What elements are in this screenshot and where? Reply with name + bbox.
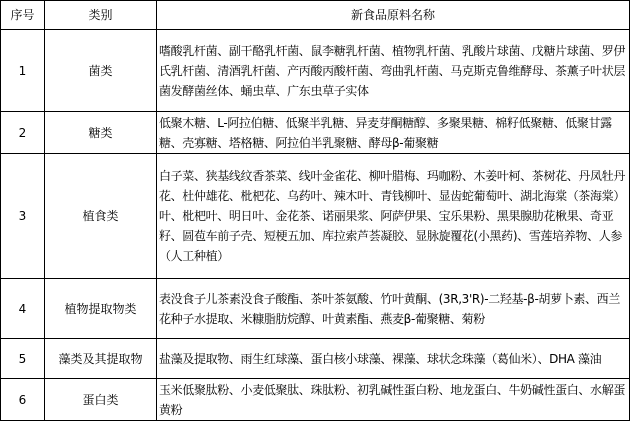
row-category: 藻类及其提取物 xyxy=(45,339,157,379)
row-index: 2 xyxy=(1,112,45,154)
row-ingredient-names: 白子菜、狭基线纹香茶菜、线叶金雀花、柳叶腊梅、玛咖粉、木姜叶柯、茶树花、丹凤牡丹花、杜仲雄花、枇杷花、乌药叶、辣木叶、青钱柳叶、显齿蛇葡萄叶、湖北海棠（茶海棠）叶、枇杷叶、明日叶、金花茶、诺丽果浆、阿萨伊果、宝乐果粉、黑果腺肋花楸果、奇亚籽、圆苞车前子壳、短梗五加、库拉索芦荟凝胶、显脉旋覆花(小黑药)、雪莲培养物、人参（人工种植） xyxy=(157,154,630,279)
row-index: 1 xyxy=(1,30,45,112)
row-ingredient-names: 盐藻及提取物、雨生红球藻、蛋白核小球藻、裸藻、球状念珠藻（葛仙米）、DHA 藻油 xyxy=(157,339,630,379)
row-index: 4 xyxy=(1,279,45,339)
header-category: 类别 xyxy=(45,1,157,30)
header-names: 新食品原料名称 xyxy=(157,1,630,30)
header-index: 序号 xyxy=(1,1,45,30)
row-category: 菌类 xyxy=(45,30,157,112)
row-index: 3 xyxy=(1,154,45,279)
table-row xyxy=(1,379,630,421)
table-row xyxy=(1,112,630,154)
row-index: 5 xyxy=(1,339,45,379)
row-ingredient-names: 嗜酸乳杆菌、副干酪乳杆菌、鼠李糖乳杆菌、植物乳杆菌、乳酸片球菌、戊糖片球菌、罗伊氏乳杆菌、清酒乳杆菌、产丙酸丙酸杆菌、弯曲乳杆菌、马克斯克鲁维酵母、茶薰子叶状层菌发酵菌丝体、蛹虫草、广东虫草子实体 xyxy=(157,30,630,112)
row-ingredient-names: 表没食子儿茶素没食子酸酯、茶叶茶氨酸、竹叶黄酮、(3R,3'R)-二羟基-β-胡萝卜素、西兰花种子水提取、米糠脂肪烷醇、叶黄素酯、燕麦β-葡聚糖、菊粉 xyxy=(157,279,630,339)
row-ingredient-names: 低聚木糖、L-阿拉伯糖、低聚半乳糖、异麦芽酮糖醇、多聚果糖、棉籽低聚糖、低聚甘露糖、壳寡糖、塔格糖、阿拉伯半乳聚糖、酵母β-葡聚糖 xyxy=(157,112,630,154)
table-row xyxy=(1,279,630,339)
row-category: 植食类 xyxy=(45,154,157,279)
header-row xyxy=(1,1,630,30)
row-category: 植物提取物类 xyxy=(45,279,157,339)
row-category: 糖类 xyxy=(45,112,157,154)
table-row xyxy=(1,154,630,279)
row-category: 蛋白类 xyxy=(45,379,157,421)
row-ingredient-names: 玉米低聚肽粉、小麦低聚肽、珠肽粉、初乳碱性蛋白粉、地龙蛋白、牛奶碱性蛋白、水解蛋黄粉 xyxy=(157,379,630,421)
table-row xyxy=(1,30,630,112)
table-row xyxy=(1,339,630,379)
row-index: 6 xyxy=(1,379,45,421)
